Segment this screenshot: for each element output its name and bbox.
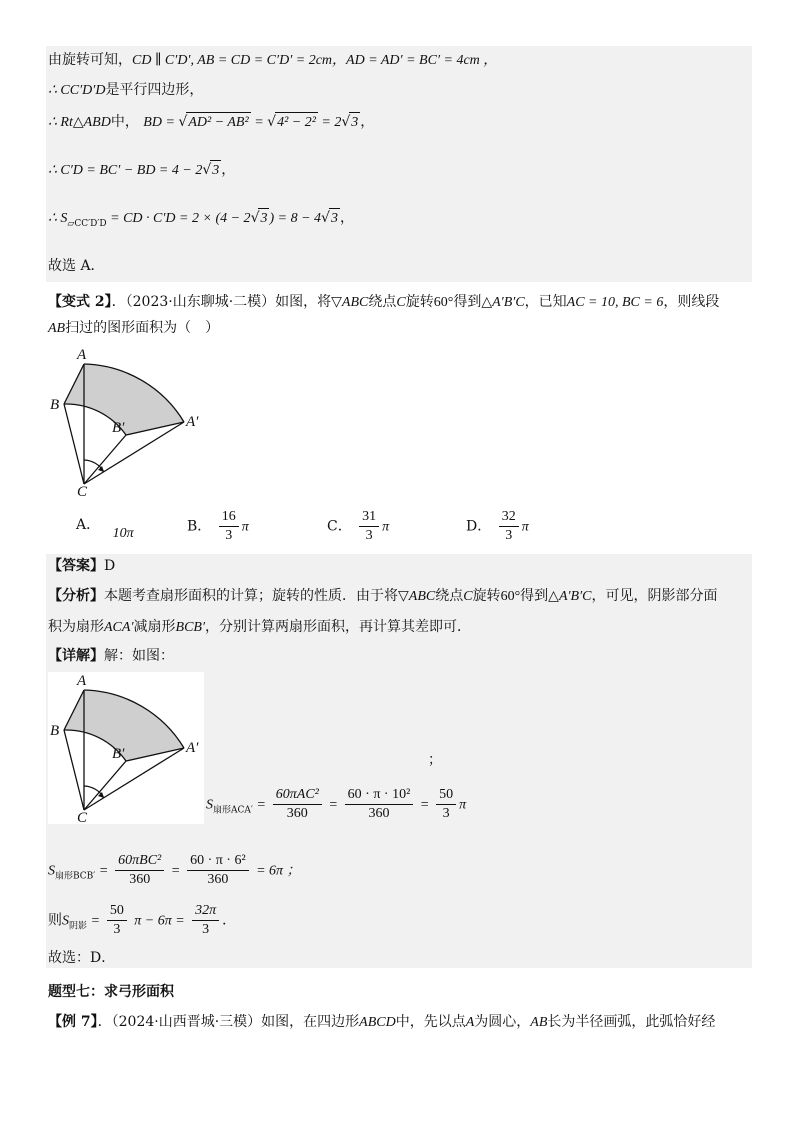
sector-aca-formula: $S_{扇形ACA'}$ = $\frac{\text{60πAC²}}{360}$ = $\frac{\text{60 · π · 10²}}{360}$ = $\frac{50}{3}$ π [206, 787, 467, 821]
option-d[interactable]: D． $\frac{32}{3}$ π [466, 509, 529, 543]
label-a-detail: A [77, 673, 87, 689]
rotation-figure [48, 346, 238, 496]
label-b: B [50, 397, 60, 413]
label-b-detail: B [50, 723, 60, 739]
solution-line-5: ∴ $S_{▱CC'D'D}$ = CD · C′D = 2 × (4 − 2√3 ) = 8 − 4√3 ， [48, 210, 354, 229]
solution-line-2: ∴ CC′D′D是平行四边形， [48, 82, 204, 98]
detail-semicolon: ； [428, 752, 442, 768]
label-b-prime: B′ [112, 420, 125, 436]
shaded-area-formula: 则$S_{阴影}$ = $\frac{50}{3}$ π − 6π = $\frac{32\pi}{3}$ ． [48, 903, 237, 937]
analysis-line-2: 积为扇形ACA′减扇形BCB′，分别计算两扇形面积，再计算其差即可． [48, 619, 472, 635]
section-title: 题型七：求弓形面积 [48, 984, 174, 1000]
label-a-prime: A′ [186, 414, 199, 430]
choose-line: 故选：D． [48, 950, 116, 966]
solution-line-1: 由旋转可知，CD ∥ C′D′, AB = CD = C′D′ = 2cm，AD = AD′ = BC′ = 4cm ， [48, 52, 498, 68]
label-c-detail: C [77, 810, 88, 822]
option-a[interactable]: A． 10π [76, 517, 134, 541]
segment-cb [64, 404, 84, 484]
option-b[interactable]: B． $\frac{16}{3}$ π [187, 509, 249, 543]
label-b-prime-detail: B′ [112, 746, 125, 762]
label-a: A [77, 347, 87, 363]
solution-line-4: ∴ C′D = BC′ − BD = 4 − 2√3 ， [48, 160, 235, 181]
label-c: C [77, 484, 88, 496]
segment-cb2 [84, 435, 126, 484]
answer-line: 【答案】D [48, 558, 116, 574]
sector-bcb-formula: $S_{扇形BCB'}$ = $\frac{\text{60πBC²}}{360}$ = $\frac{\text{60 · π · 6²}}{360}$ = 6π ； [48, 853, 301, 887]
segment-cb2-detail [84, 761, 126, 810]
solution-line-3: ∴ Rt△ABD中， BD = √AD² − AB² = √4² − 2² = 2√3 ， [48, 112, 374, 133]
variant-question-line-2: AB扫过的图形面积为（ ） [48, 320, 220, 336]
example-7-line: 【例 7】．（2024·山西晋城·三模）如图，在四边形ABCD中，先以点A为圆心，AB长为半径画弧，此弧恰好经 [48, 1014, 716, 1030]
solution-line-6: 故选 A． [48, 258, 105, 274]
label-a-prime-detail: A′ [186, 740, 199, 756]
detail-line: 【详解】解：如图： [48, 648, 174, 664]
analysis-line-1: 【分析】本题考查扇形面积的计算；旋转的性质．由于将▽ABC绕点C旋转60°得到△A′B′C，可见，阴影部分面 [48, 588, 718, 604]
segment-cb-detail [64, 730, 84, 810]
variant-question-line-1: 【变式 2】．（2023·山东聊城·二模）如图，将▽ABC绕点C旋转60°得到△A′B′C，已知AC = 10, BC = 6，则线段 [48, 294, 720, 310]
option-c[interactable]: C． $\frac{31}{3}$ π [327, 509, 390, 543]
